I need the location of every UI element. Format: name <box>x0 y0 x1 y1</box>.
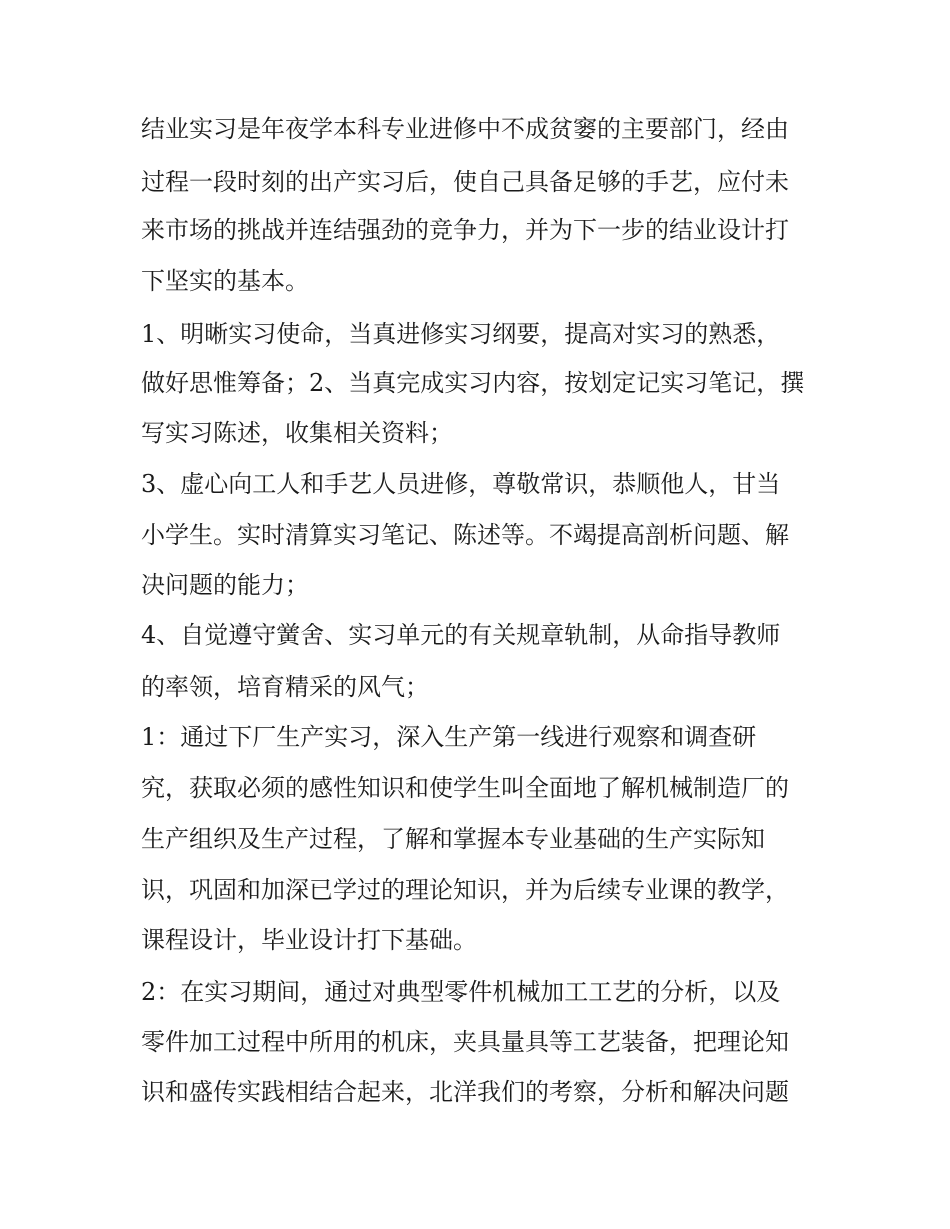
text-line: 课程设计，毕业设计打下基础。 <box>141 926 477 954</box>
text-line: 下坚实的基本。 <box>141 267 309 295</box>
text-line: 生产组织及生产过程，了解和掌握本专业基础的生产实际知 <box>141 825 765 853</box>
text-line: 写实习陈述，收集相关资料； <box>141 419 453 447</box>
text-line: 4、自觉遵守黉舍、实习单元的有关规章轨制，从命指导教师 <box>141 621 781 649</box>
text-line: 小学生。实时清算实习笔记、陈述等。不竭提高剖析问题、解 <box>141 521 789 549</box>
text-line: 1：通过下厂生产实习，深入生产第一线进行观察和调查研 <box>141 723 757 751</box>
text-line: 决问题的能力； <box>141 571 309 599</box>
text-line: 零件加工过程中所用的机床，夹具量具等工艺装备，把理论知 <box>141 1028 789 1056</box>
text-line: 过程一段时刻的出产实习后，使自己具备足够的手艺，应付未 <box>141 168 789 196</box>
text-line: 1、明晰实习使命，当真进修实习纲要，提高对实习的熟悉， <box>141 320 781 348</box>
text-line: 识和盛传实践相结合起来，北洋我们的考察，分析和解决问题 <box>141 1078 789 1106</box>
text-line: 识，巩固和加深已学过的理论知识，并为后续专业课的教学， <box>141 876 789 904</box>
text-line: 2：在实习期间，通过对典型零件机械加工工艺的分析，以及 <box>141 978 781 1006</box>
text-line: 来市场的挑战并连结强劲的竞争力，并为下一步的结业设计打 <box>141 216 789 244</box>
text-line: 究，获取必须的感性知识和使学生叫全面地了解机械制造厂的 <box>141 774 789 802</box>
text-line: 的率领，培育精采的风气； <box>141 673 429 701</box>
text-line: 3、虚心向工人和手艺人员进修，尊敬常识，恭顺他人，甘当 <box>141 470 781 498</box>
text-line: 做好思惟筹备；2、当真完成实习内容，按划定记实习笔记，撰 <box>141 369 805 397</box>
text-line: 结业实习是年夜学本科专业进修中不成贫窭的主要部门，经由 <box>141 115 789 143</box>
